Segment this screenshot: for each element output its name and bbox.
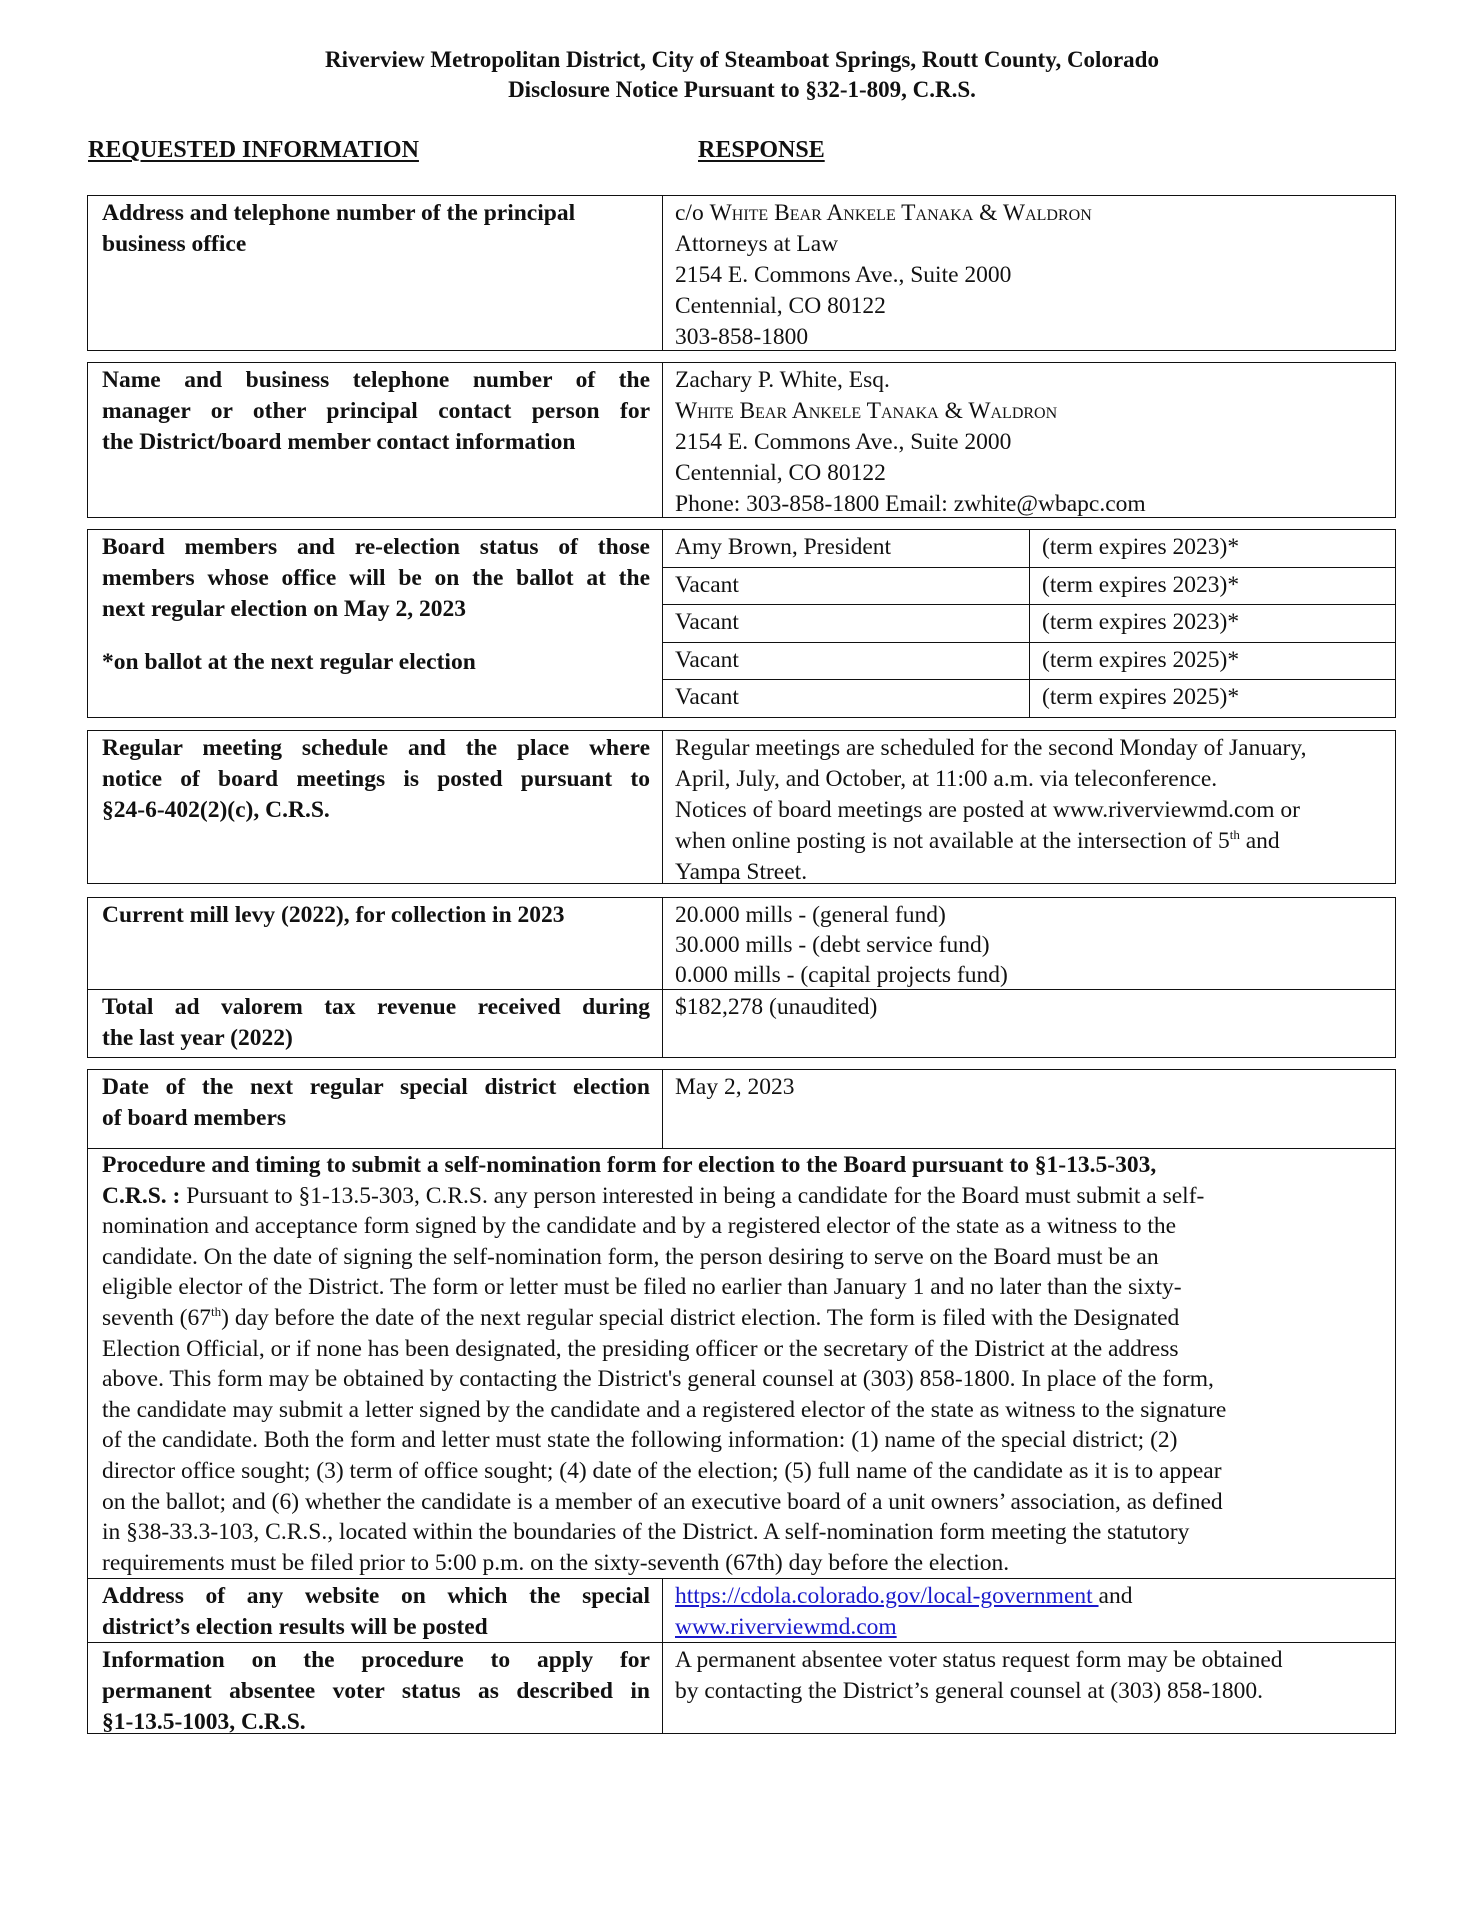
member-term: (term expires 2023)* (1029, 530, 1239, 567)
firm-line (675, 198, 1385, 229)
address-street: 2154 E. Commons Ave., Suite 2000 (675, 262, 1012, 288)
website-line (675, 1612, 1385, 1643)
website-label (88, 1579, 663, 1642)
meetings-label (88, 731, 663, 883)
label-line: the District/board member contact information (102, 429, 576, 455)
levy-general: 20.000 mills - (general fund) (675, 902, 946, 928)
tax-revenue-label (88, 990, 663, 1057)
procedure-text: ) day before the date of the next regular special district election. The form is filed with the Designated (221, 1304, 1180, 1331)
absentee-label (88, 1643, 663, 1733)
election-date-response (663, 1070, 1395, 1149)
response-line: Attorneys at Law (675, 231, 839, 257)
phone-email: Phone: 303-858-1800 Email: zwhite@wbapc.com (675, 491, 1146, 517)
response-line (675, 826, 1385, 857)
manager-label (88, 363, 663, 517)
label-line: Current mill levy (2022), for collection in 2023 (102, 902, 565, 928)
label-line: Name and business telephone number of the (102, 367, 650, 393)
absentee-response (663, 1643, 1395, 1733)
procedure-line: the candidate may submit a letter signed by the candidate and a registered elector of the state as witness to the signature (102, 1396, 1227, 1423)
label-line: §24-6-402(2)(c), C.R.S. (102, 797, 330, 823)
label-line: the last year (2022) (102, 1025, 293, 1051)
response-line: A permanent absentee voter status request form may be obtained (675, 1647, 1283, 1673)
label-line: notice of board meetings is posted pursuant to (102, 766, 650, 792)
levy-section (87, 897, 1396, 1058)
conjunction: and (1098, 1583, 1133, 1609)
procedure-line: candidate. On the date of signing the self-nomination form, the person desiring to serve on the Board must be an (102, 1243, 1159, 1270)
label-line: Address of any website on which the special (102, 1583, 650, 1609)
levy-capital: 0.000 mills - (capital projects fund) (675, 962, 1008, 988)
address-city: Centennial, CO 80122 (675, 293, 886, 319)
title-line-2: Disclosure Notice Pursuant to §32-1-809, C.R.S. (508, 77, 976, 102)
care-of: c/o (675, 200, 710, 226)
response-line: Yampa Street. (675, 859, 808, 885)
procedure-line: director office sought; (3) term of office sought; (4) date of the election; (5) full name of the candidate as it is to appear (102, 1457, 1222, 1484)
member-name: Amy Brown, President (675, 534, 892, 560)
response-line: by contacting the District’s general counsel at (303) 858-1800. (675, 1678, 1263, 1704)
label-line: §1-13.5-1003, C.R.S. (102, 1709, 306, 1735)
label-line: district’s election results will be posted (102, 1614, 488, 1640)
firm-name: White Bear Ankele Tanaka & Waldron (675, 398, 1058, 424)
procedure-paragraph (88, 1149, 1395, 1578)
procedure-line: above. This form may be obtained by contacting the District's general counsel at (303) 858-1800. In place of the form, (102, 1366, 1214, 1393)
board-member-row (663, 530, 1395, 568)
manager-response (663, 363, 1395, 517)
member-name: Vacant (675, 571, 739, 598)
member-name: Vacant (675, 609, 739, 635)
address-street: 2154 E. Commons Ave., Suite 2000 (675, 429, 1012, 455)
election-date-label (88, 1070, 663, 1149)
column-header-requested: REQUESTED INFORMATION (88, 137, 419, 163)
procedure-line: eligible elector of the District. The form or letter must be filed no earlier than January 1 and no later than the sixty- (102, 1274, 1182, 1301)
procedure-heading: Procedure and timing to submit a self-nomination form for election to the Board pursuant to §1-13.5-303, (102, 1152, 1157, 1178)
procedure-line (102, 1303, 1383, 1334)
website-line (675, 1581, 1385, 1612)
board-section (87, 529, 1396, 718)
procedure-text: Pursuant to §1-13.5-303, C.R.S. any person interested in being a candidate for the Board must submit a self- (186, 1182, 1205, 1209)
label-line: business office (102, 231, 247, 257)
address-city: Centennial, CO 80122 (675, 460, 886, 486)
election-section (87, 1069, 1396, 1734)
response-line: April, July, and October, at 11:00 a.m. via teleconference. (675, 766, 1218, 792)
member-name: Vacant (675, 684, 739, 710)
column-header-response: RESPONSE (698, 137, 825, 163)
office-section (87, 195, 1396, 351)
superscript: th (1229, 827, 1240, 843)
member-term: (term expires 2025)* (1029, 680, 1239, 717)
label-line: Address and telephone number of the principal (102, 200, 576, 226)
response-text: when online posting is not available at the intersection of 5 (675, 828, 1230, 854)
procedure-line: in §38-33.3-103, C.R.S., located within the boundaries of the District. A self-nomination form meeting the statutory (102, 1519, 1190, 1546)
response-line: Notices of board meetings are posted at www.riverviewmd.com or (675, 797, 1300, 823)
levy-debt-service: 30.000 mills - (debt service fund) (675, 932, 990, 958)
procedure-line: nomination and acceptance form signed by the candidate and by a registered elector of the state as a witness to the (102, 1213, 1177, 1240)
phone-number: 303-858-1800 (675, 324, 809, 350)
member-name: Vacant (675, 646, 739, 673)
label-line: members whose office will be on the ballot at the (102, 565, 650, 591)
title-line-1: Riverview Metropolitan District, City of Steamboat Springs, Routt County, Colorado (325, 47, 1159, 72)
ballot-footnote: *on ballot at the next regular election (102, 649, 476, 675)
riverviewmd-link[interactable]: www.riverviewmd.com (675, 1614, 897, 1640)
superscript: th (211, 1304, 222, 1320)
contact-name: Zachary P. White, Esq. (675, 367, 890, 393)
response-line: Regular meetings are scheduled for the second Monday of January, (675, 735, 1307, 761)
label-line: of board members (102, 1105, 287, 1131)
label-line: Total ad valorem tax revenue received during (102, 994, 650, 1020)
member-term: (term expires 2023)* (1029, 605, 1239, 642)
board-member-row (663, 568, 1395, 606)
label-line: Date of the next regular special district election (102, 1074, 650, 1100)
mill-levy-response (663, 898, 1395, 990)
procedure-line: of the candidate. Both the form and letter must state the following information: (1) name of the special district; (2) (102, 1427, 1178, 1454)
tax-revenue-value: $182,278 (unaudited) (675, 994, 878, 1020)
label-line: permanent absentee voter status as described in (102, 1678, 650, 1704)
label-line: manager or other principal contact person for (102, 398, 650, 424)
election-date-value: May 2, 2023 (675, 1074, 795, 1100)
meetings-section (87, 730, 1396, 884)
board-member-row (663, 643, 1395, 681)
response-text: and (1239, 828, 1280, 854)
website-response (663, 1579, 1395, 1642)
board-member-row (663, 605, 1395, 643)
office-label (88, 196, 663, 350)
mill-levy-label (88, 898, 663, 990)
member-term: (term expires 2025)* (1029, 643, 1239, 680)
procedure-text: seventh (67 (102, 1304, 211, 1331)
meetings-response (663, 731, 1395, 883)
label-line: Regular meeting schedule and the place where (102, 735, 650, 761)
procedure-line (102, 1181, 1383, 1212)
board-member-row (663, 680, 1395, 717)
board-label (88, 530, 663, 717)
procedure-heading-cont: C.R.S. : (102, 1182, 187, 1209)
manager-section (87, 362, 1396, 518)
procedure-line: on the ballot; and (6) whether the candidate is a member of an executive board of a unit owners’ association, as defined (102, 1488, 1223, 1515)
tax-revenue-response (663, 990, 1395, 1057)
procedure-line: Election Official, or if none has been designated, the presiding officer or the secretary of the District at the address (102, 1335, 1179, 1362)
label-line: Information on the procedure to apply for (102, 1647, 650, 1673)
procedure-line: requirements must be filed prior to 5:00 p.m. on the sixty-seventh (67th) day before the election. (102, 1549, 1010, 1576)
label-line: next regular election on May 2, 2023 (102, 596, 466, 622)
cdola-link[interactable]: https://cdola.colorado.gov/local-government (675, 1583, 1099, 1609)
member-term: (term expires 2023)* (1029, 568, 1239, 605)
firm-name: White Bear Ankele Tanaka & Waldron (709, 200, 1092, 226)
office-response (663, 196, 1395, 350)
label-line: Board members and re-election status of those (102, 534, 650, 560)
